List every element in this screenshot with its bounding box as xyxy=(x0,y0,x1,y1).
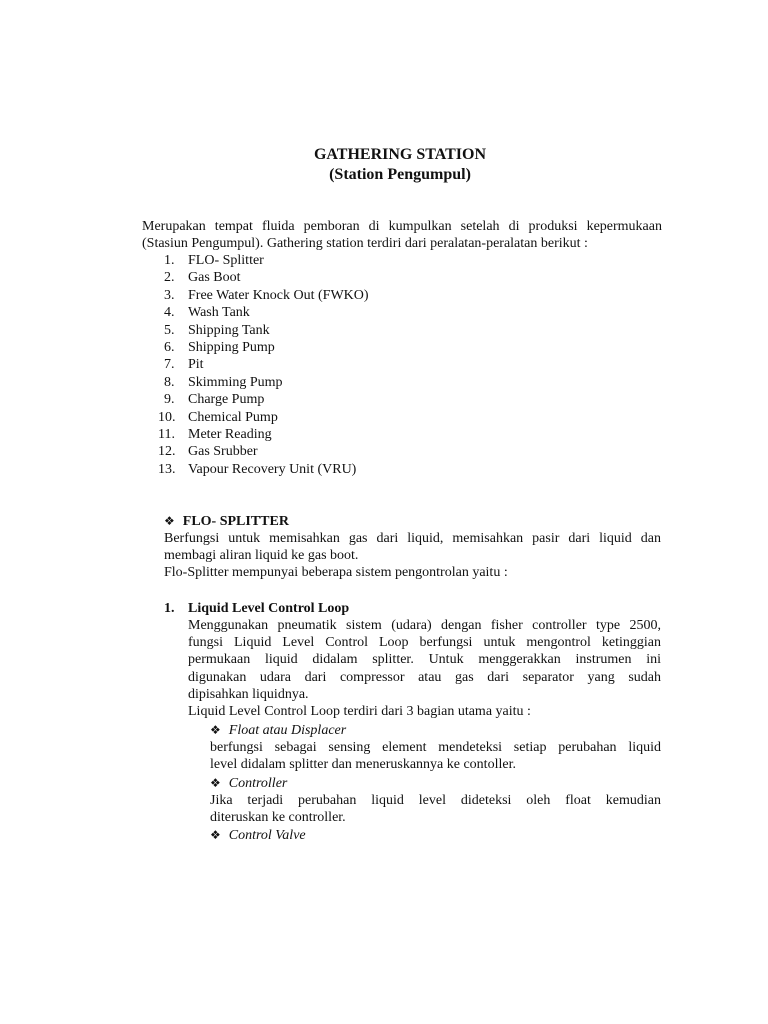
diamond-bullet-icon: ❖ xyxy=(210,828,221,843)
list-item-number: 11. xyxy=(158,426,175,442)
diamond-bullet-icon: ❖ xyxy=(210,775,221,790)
llcl-parts-intro: Liquid Level Control Loop terdiri dari 3 bagian utama yaitu : xyxy=(188,704,531,720)
list-item xyxy=(142,391,542,408)
equipment-list xyxy=(142,252,542,478)
flo-splitter-body-line-3: Flo-Splitter mempunyai beberapa sistem pengontrolan yaitu : xyxy=(164,565,508,581)
list-item-text: FLO- Splitter xyxy=(188,253,264,268)
list-item xyxy=(142,426,542,443)
list-item-text: Wash Tank xyxy=(188,305,250,321)
list-item xyxy=(142,252,542,269)
list-item xyxy=(142,374,542,391)
list-item-number: 13. xyxy=(158,461,176,477)
diamond-bullet-icon: ❖ xyxy=(164,514,175,528)
list-item-number: 5. xyxy=(164,322,175,338)
list-item xyxy=(142,322,542,339)
llcl-heading xyxy=(164,600,349,617)
flo-splitter-body xyxy=(164,530,661,582)
list-item xyxy=(142,461,542,478)
list-item xyxy=(142,409,542,426)
intro-paragraph xyxy=(142,218,662,252)
llcl-body xyxy=(188,617,661,720)
part-line: diteruskan ke controller. xyxy=(210,810,346,826)
list-item xyxy=(142,287,542,304)
flo-splitter-heading xyxy=(164,513,289,530)
llcl-line: digunakan udara dari compressor atau gas dari separator yang sudah xyxy=(188,669,661,685)
llcl-line-last: dipisahkan liquidnya. xyxy=(188,686,309,702)
part-heading-float xyxy=(210,722,661,739)
part-heading-text: Control Valve xyxy=(228,828,306,844)
list-item-number: 4. xyxy=(164,305,175,321)
list-item-text: Free Water Knock Out (FWKO) xyxy=(188,287,369,303)
list-item xyxy=(142,269,542,286)
list-item-number: 6. xyxy=(164,339,175,355)
list-item-text: Gas Boot xyxy=(188,270,241,286)
list-item-text: Shipping Tank xyxy=(188,322,270,338)
list-item-text: Gas Srubber xyxy=(188,444,258,460)
list-item-text: Chemical Pump xyxy=(188,409,278,425)
list-item-number: 8. xyxy=(164,374,175,390)
list-item-number: 1. xyxy=(164,253,175,268)
part-line: level didalam splitter dan meneruskannya ke contoller. xyxy=(210,757,516,773)
part-heading-control-valve xyxy=(210,827,661,844)
part-line: berfungsi sebagai sensing element mendeteksi setiap perubahan liquid xyxy=(210,740,661,756)
title-line-2: (Station Pengumpul) xyxy=(329,166,471,183)
list-item-number: 10. xyxy=(158,409,176,425)
list-item-text: Pit xyxy=(188,357,204,373)
llcl-number: 1. xyxy=(164,601,175,616)
llcl-parts xyxy=(210,722,661,844)
list-item-number: 2. xyxy=(164,270,175,286)
list-item-number: 9. xyxy=(164,392,175,408)
title-line-1: GATHERING STATION xyxy=(313,146,487,163)
part-heading-text: Controller xyxy=(228,775,288,791)
list-item-text: Vapour Recovery Unit (VRU) xyxy=(188,461,357,477)
list-item xyxy=(142,356,542,373)
llcl-line: permukaan liquid didalam splitter. Untuk menggerakkan instrumen ini xyxy=(188,652,661,668)
llcl-line: fungsi Liquid Level Control Loop berfungsi untuk mengontrol ketinggian xyxy=(188,635,661,651)
list-item xyxy=(142,443,542,460)
llcl-heading-text: Liquid Level Control Loop xyxy=(188,601,350,616)
page-title xyxy=(0,145,768,185)
intro-line-1: Merupakan tempat fluida pemboran di kumpulkan setelah di produksi kepermukaan xyxy=(142,219,662,234)
list-item-text: Charge Pump xyxy=(188,392,265,408)
list-item-number: 7. xyxy=(164,357,175,373)
intro-line-2: (Stasiun Pengumpul). Gathering station terdiri dari peralatan-peralatan berikut : xyxy=(142,236,588,252)
list-item-number: 3. xyxy=(164,287,175,303)
list-item-text: Skimming Pump xyxy=(188,374,283,390)
part-line: Jika terjadi perubahan liquid level dideteksi oleh float kemudian xyxy=(210,792,661,808)
list-item-text: Meter Reading xyxy=(188,426,272,442)
llcl-line: Menggunakan pneumatik sistem (udara) dengan fisher controller type 2500, xyxy=(188,618,661,633)
list-item-number: 12. xyxy=(158,444,176,460)
flo-splitter-body-line-1: Berfungsi untuk memisahkan gas dari liquid, memisahkan pasir dari liquid dan xyxy=(164,531,661,546)
list-item xyxy=(142,304,542,321)
flo-splitter-heading-text: FLO- SPLITTER xyxy=(182,514,289,529)
flo-splitter-body-line-2: membagi aliran liquid ke gas boot. xyxy=(164,548,359,564)
list-item-text: Shipping Pump xyxy=(188,339,275,355)
part-heading-controller xyxy=(210,775,661,792)
list-item xyxy=(142,339,542,356)
diamond-bullet-icon: ❖ xyxy=(210,723,221,737)
part-heading-text: Float atau Displacer xyxy=(228,723,347,738)
